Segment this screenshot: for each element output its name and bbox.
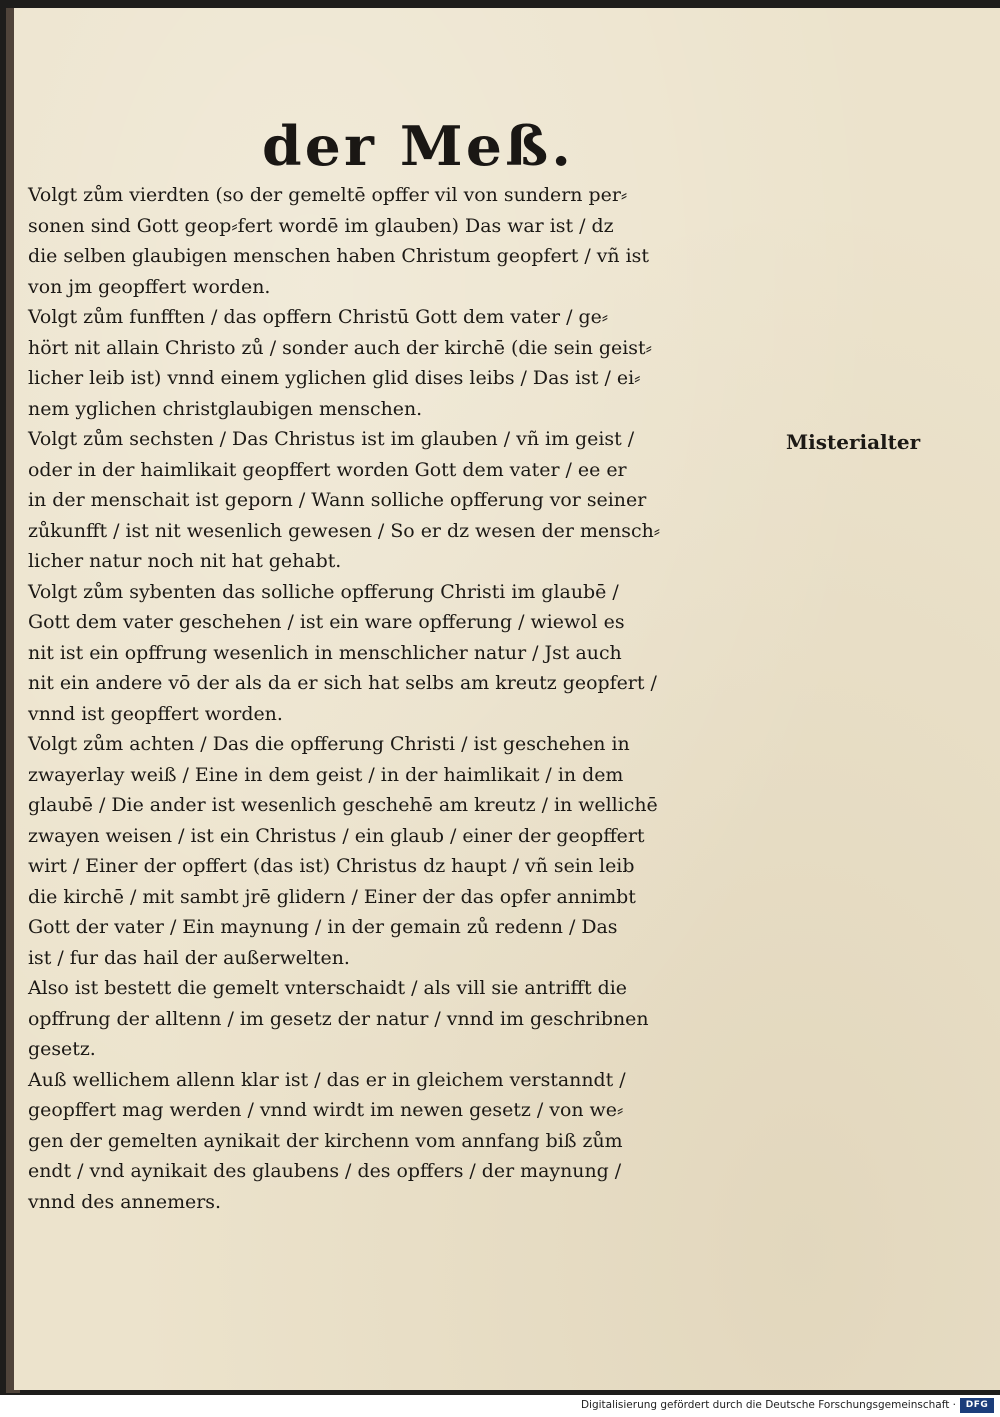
text-line: licher natur noch nit hat gehabt. [28, 550, 342, 572]
text-line: opffrung der alltenn / im gesetz der natur / vnnd im geschribnen [28, 1007, 649, 1030]
dfg-logo: DFG [960, 1398, 994, 1413]
text-line: Auß wellichem allenn klar ist / das er in gleichem verstanndt / [28, 1068, 626, 1091]
page-body-text [28, 180, 783, 1217]
text-line: in der menschait ist geporn / Wann solliche opfferung vor seiner [28, 489, 647, 511]
text-line: Volgt zům funfften / das opffern Christū Gott dem vater / ge⸗ [28, 306, 609, 328]
text-line: nit ein andere vō der als da er sich hat selbs am kreutz geopfert / [28, 672, 657, 694]
marginal-note: Misterialter [786, 430, 921, 454]
text-line: Volgt zům sechsten / Das Christus ist im glauben / vñ im geist / [28, 428, 635, 450]
text-line: Gott der vater / Ein maynung / in der gemain zů redenn / Das [28, 916, 618, 938]
text-line: nem yglichen christglaubigen menschen. [28, 397, 423, 420]
text-line: Volgt zům vierdten (so der gemeltē opffer vil von sundern per⸗ [28, 184, 628, 206]
text-line: vnnd ist geopffert worden. [28, 702, 283, 725]
text-line: wirt / Einer der opffert (das ist) Christus dz haupt / vñ sein leib [28, 855, 635, 877]
text-line: die selben glaubigen menschen haben Christum geopfert / vñ ist [28, 245, 649, 267]
text-line: glaubē / Die ander ist wesenlich geschehē am kreutz / in wellichē [28, 794, 658, 816]
text-line: Gott dem vater geschehen / ist ein ware opfferung / wiewol es [28, 611, 625, 633]
text-line: geopffert mag werden / vnnd wirdt im newen gesetz / von we⸗ [28, 1099, 624, 1121]
text-line: von jm geopffert worden. [28, 275, 271, 298]
text-line: die kirchē / mit sambt jrē glidern / Einer der das opfer annimbt [28, 885, 636, 908]
text-line: zwayerlay weiß / Eine in dem geist / in der haimlikait / in dem [28, 763, 624, 786]
text-line: zwayen weisen / ist ein Christus / ein glaub / einer der geopffert [28, 824, 645, 847]
text-line: Volgt zům achten / Das die opfferung Christi / ist geschehen in [28, 733, 630, 755]
text-line: ist / fur das hail der außerwelten. [28, 946, 350, 969]
text-line: oder in der haimlikait geopffert worden Gott dem vater / ee er [28, 458, 627, 481]
text-line: gen der gemelten aynikait der kirchenn vom annfang biß zům [28, 1129, 623, 1152]
text-line: licher leib ist) vnnd einem yglichen glid dises leibs / Das ist / ei⸗ [28, 367, 641, 389]
text-line: gesetz. [28, 1038, 96, 1060]
text-line: Also ist bestett die gemelt vnterschaidt / als vill sie antrifft die [28, 977, 627, 999]
page-heading: der Meß. [262, 114, 575, 178]
text-line: nit ist ein opffrung wesenlich in menschlicher natur / Jst auch [28, 641, 622, 664]
text-line: Volgt zům sybenten das solliche opfferung Christi im glaubē / [28, 580, 619, 603]
text-line: endt / vnd aynikait des glaubens / des opffers / der maynung / [28, 1160, 622, 1182]
text-line: sonen sind Gott geop⸗fert wordē im glauben) Das war ist / dz [28, 214, 614, 237]
text-line: zůkunfft / ist nit wesenlich gewesen / So er dz wesen der mensch⸗ [28, 519, 661, 542]
text-line: vnnd des annemers. [28, 1190, 222, 1213]
funding-credit: Digitalisierung gefördert durch die Deutsche Forschungsgemeinschaft · [580, 1399, 956, 1411]
text-line: hört nit allain Christo zů / sonder auch der kirchē (die sein geist⸗ [28, 336, 652, 359]
footer-bar [0, 1395, 1000, 1417]
